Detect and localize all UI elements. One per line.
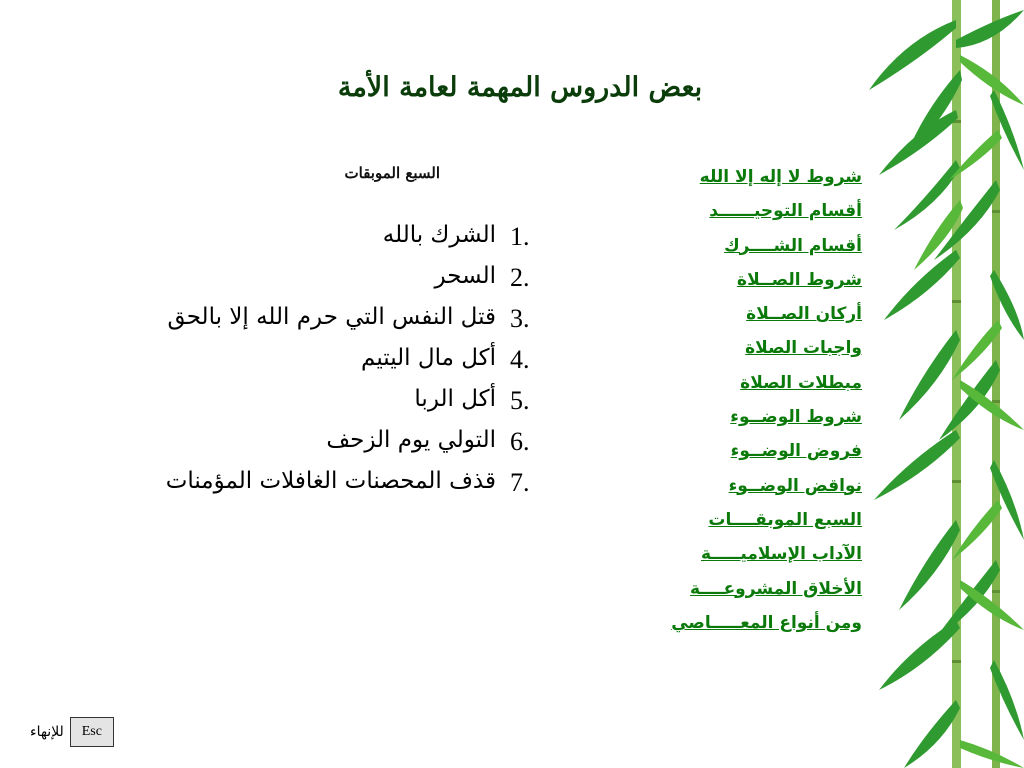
menu-link-prayer-invalidators[interactable]: مبطلات الصلاة xyxy=(740,372,862,393)
menu-link-tawheed-conditions[interactable]: شروط لا إله إلا الله xyxy=(699,167,862,187)
list-item-text: أكل مال اليتيم xyxy=(361,345,496,371)
list-item-number: 5. xyxy=(510,386,530,415)
list-item xyxy=(110,468,550,509)
menu-link-prayer-obligations[interactable]: واجبات الصلاة xyxy=(745,338,862,359)
list-item xyxy=(110,386,550,427)
lessons-menu xyxy=(620,162,862,642)
list-item-text: قذف المحصنات الغافلات المؤمنات xyxy=(165,468,496,494)
list-item-text: الشرك بالله xyxy=(382,222,496,248)
list-item-text: التولي يوم الزحف xyxy=(326,427,496,453)
list-item xyxy=(110,345,550,386)
exit-label: للإنهاء xyxy=(30,724,64,740)
page-title: بعض الدروس المهمة لعامة الأمة xyxy=(337,72,703,103)
list-item-text: السحر xyxy=(434,263,496,289)
list-item-text: أكل الربا xyxy=(414,386,496,412)
list-item xyxy=(110,304,550,345)
list-item-number: 4. xyxy=(510,345,530,374)
menu-link-wudu-nullifiers[interactable]: نواقض الوضــوء xyxy=(728,475,862,496)
list-item xyxy=(110,427,550,468)
menu-link-shirk-types[interactable]: أقسام الشــــرك xyxy=(724,235,862,256)
menu-link-types-of-sins[interactable]: ومن أنواع المعـــــاصي xyxy=(671,612,862,633)
exit-control xyxy=(30,716,114,748)
sins-list xyxy=(110,222,550,509)
bamboo-leaves-icon xyxy=(864,0,1024,768)
menu-link-prayer-conditions[interactable]: شروط الصــلاة xyxy=(737,269,862,290)
list-item xyxy=(110,263,550,304)
list-item xyxy=(110,222,550,263)
list-item-number: 6. xyxy=(510,427,530,456)
list-item-number: 3. xyxy=(510,304,530,333)
list-item-number: 2. xyxy=(510,263,530,292)
list-item-number: 1. xyxy=(510,222,530,251)
menu-link-tawheed-types[interactable]: أقسام التوحيــــــد xyxy=(709,201,862,222)
esc-button[interactable]: Esc xyxy=(70,717,114,747)
menu-link-prayer-pillars[interactable]: أركان الصــلاة xyxy=(746,304,862,325)
menu-link-wudu-obligations[interactable]: فروض الوضــوء xyxy=(730,441,862,462)
list-item-text: قتل النفس التي حرم الله إلا بالحق xyxy=(167,304,496,330)
menu-link-wudu-conditions[interactable]: شروط الوضــوء xyxy=(730,407,862,428)
section-title: السبع الموبقات xyxy=(344,164,440,182)
list-item-number: 7. xyxy=(510,468,530,497)
menu-link-seven-destructive-sins[interactable]: السبع الموبقــــات xyxy=(708,509,862,530)
menu-link-islamic-manners[interactable]: الآداب الإسلاميـــــة xyxy=(701,544,862,565)
menu-link-lawful-morals[interactable]: الأخلاق المشروعــــة xyxy=(690,578,862,599)
